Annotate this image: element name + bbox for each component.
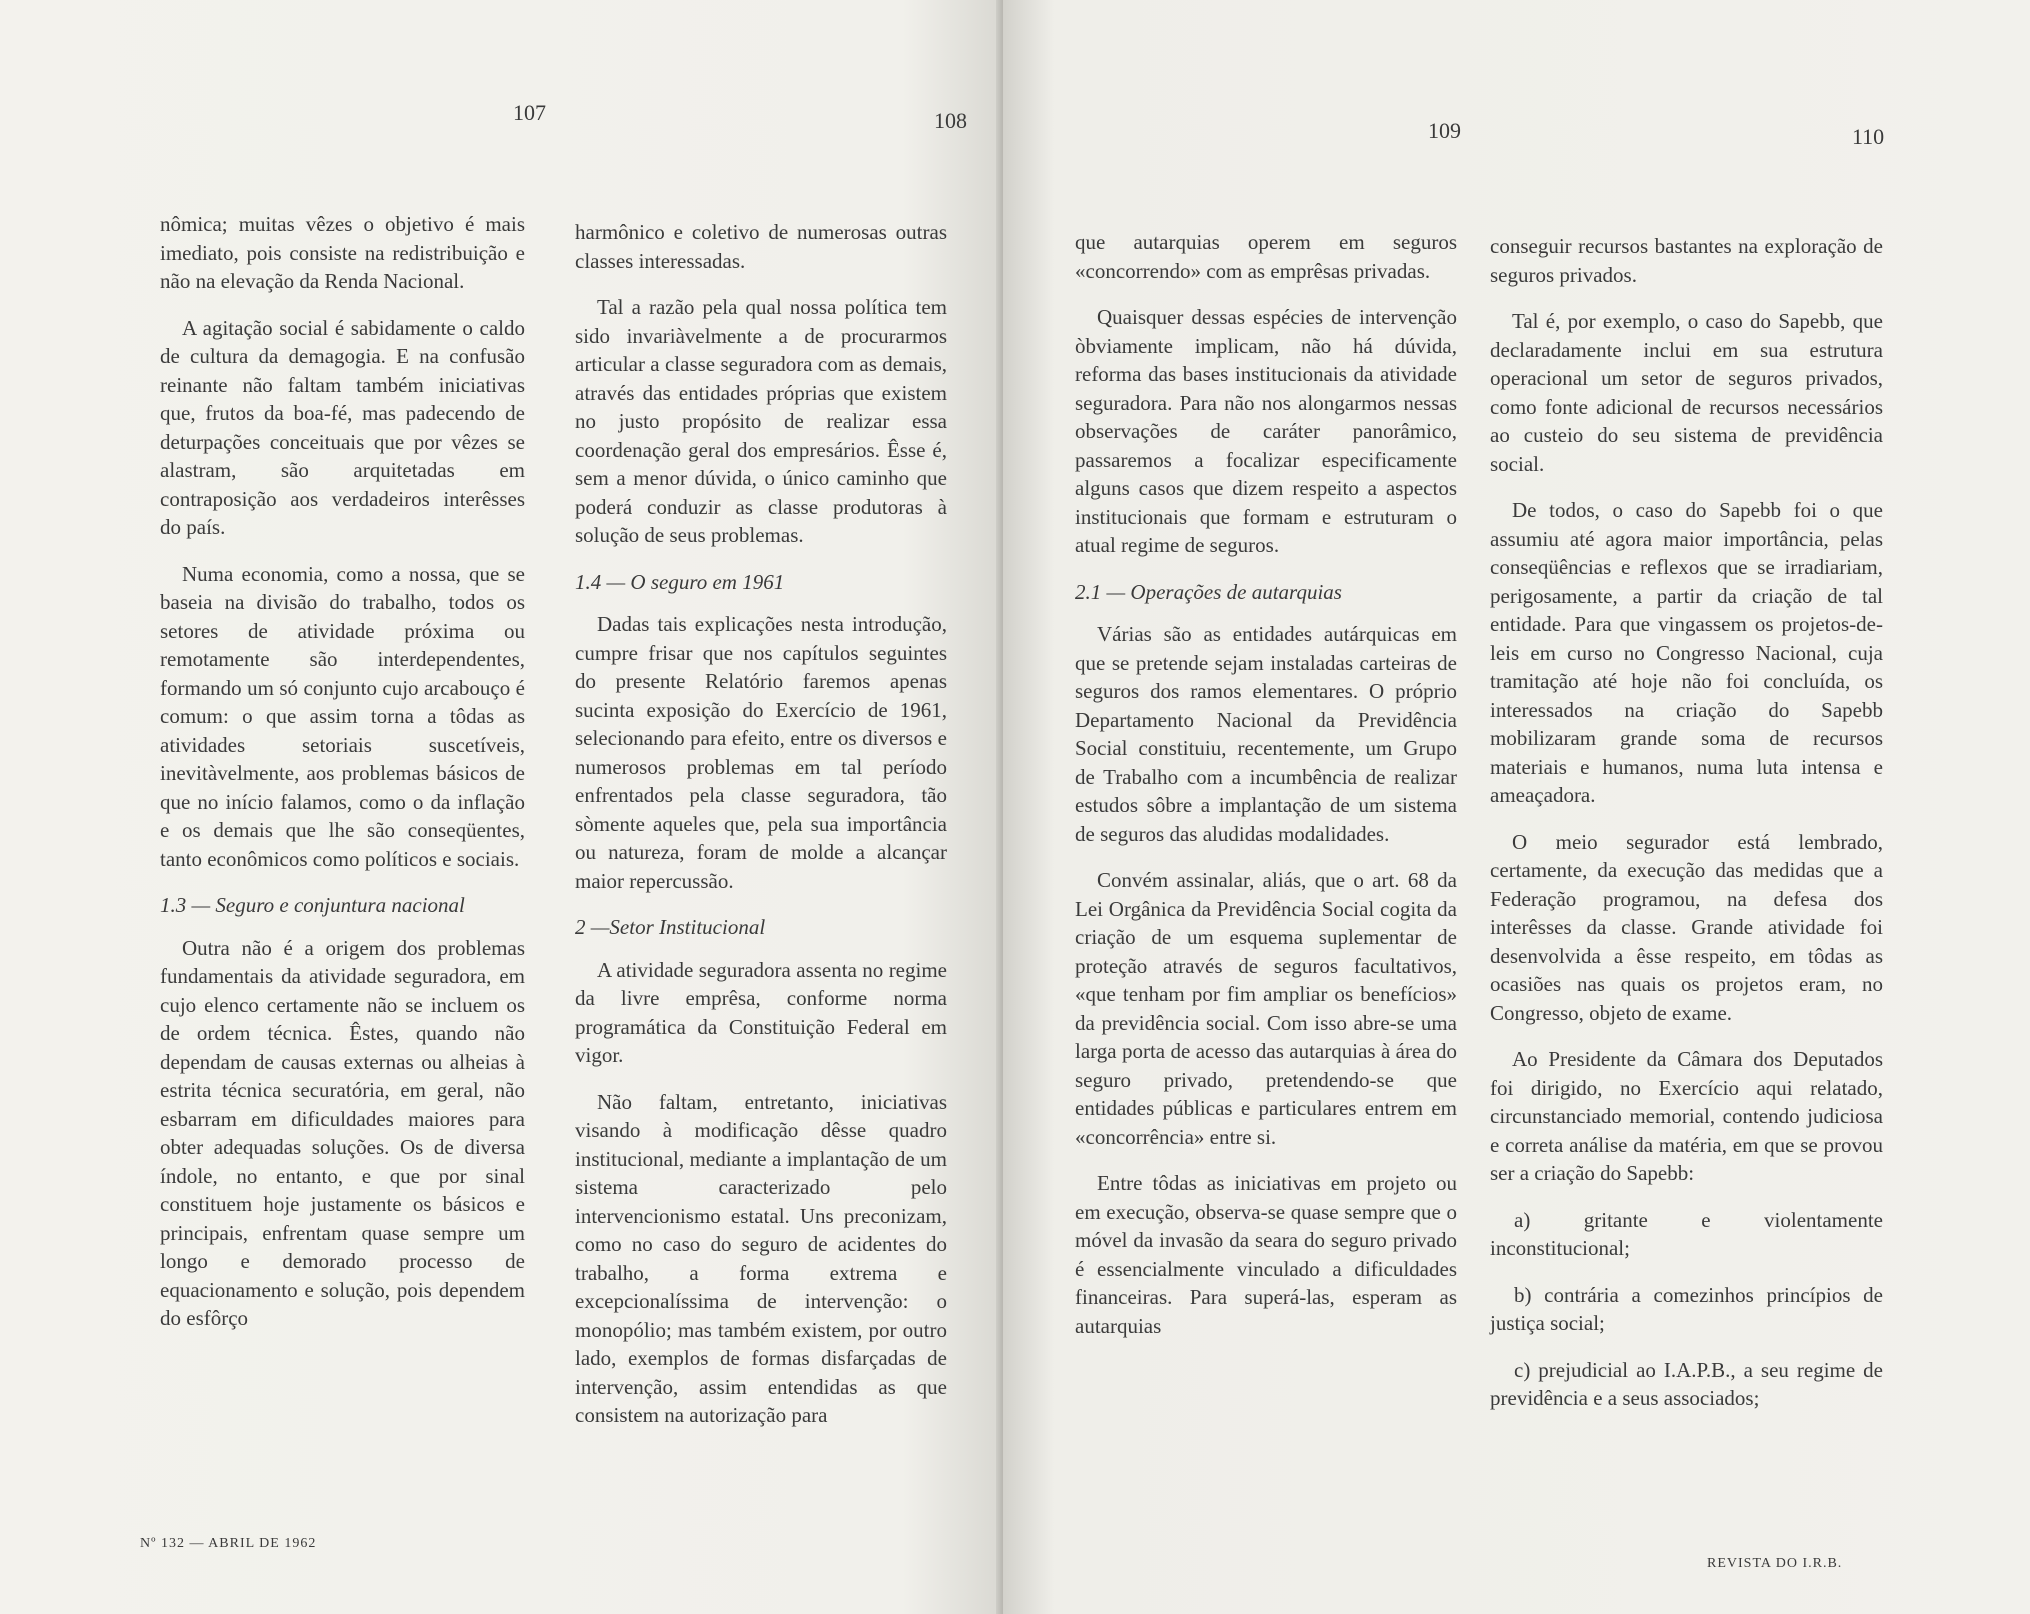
paragraph: Outra não é a origem dos problemas fundamentais da atividade seguradora, em cujo elenco certamente não se incluem os de ordem técnica. Êstes, quando não dependam de causas externas ou alheias à estrita técnica securatória, em geral, não esbarram em dificuldades maiores para obter adequadas soluções. Os de diversa índole, no entanto, e que por sinal constituem hoje justamente os básicos e principais, enfrentam quase sempre um longo e demorado processo de equacionamento e solução, pois dependem do esfôrço bbox=[160, 935, 525, 1330]
column-page-110 bbox=[1490, 232, 1883, 1431]
paragraph: que autarquias operem em seguros «concorrendo» com as emprêsas privadas. bbox=[1075, 230, 1457, 283]
paragraph: A atividade seguradora assenta no regime da livre emprêsa, conforme norma programática da Constituição Federal em vigor. bbox=[575, 957, 947, 1067]
section-heading-1-4: 1.4 — O seguro em 1961 bbox=[575, 569, 785, 594]
paragraph: Várias são as entidades autárquicas em que se pretende sejam instaladas carteiras de seguros dos ramos elementares. O próprio Departamento Nacional da Previdência Social constituiu, recentemente, um Grupo de Trabalho com a incumbência de realizar estudos sôbre a implantação de um sistema de seguros das aludidas modalidades. bbox=[1075, 622, 1457, 846]
column-page-108 bbox=[575, 218, 947, 1448]
paragraph: A agitação social é sabidamente o caldo de cultura da demagogia. E na confusão reinante não faltam também iniciativas que, frutos da boa-fé, mas padecendo de deturpações conceituais que por vêzes se alastram, são arquitetadas em contraposição aos verdadeiros interêsses do país. bbox=[160, 315, 525, 539]
paragraph: De todos, o caso do Sapebb foi o que assumiu até agora maior importância, pelas conseqüências e reflexos que se irradiariam, perigosamente, a partir da criação de tal entidade. Para que vingassem os projetos-de-leis em curso no Congresso Nacional, cuja tramitação até hoje não foi concluída, os interessados na criação do Sapebb mobilizaram grande soma de recursos materiais e humanos, numa luta intensa e ameaçadora. bbox=[1490, 498, 1883, 807]
list-item: b) contrária a comezinhos princípios de justiça social; bbox=[1490, 1282, 1883, 1335]
page-number-110: 110 bbox=[1852, 124, 1885, 149]
paragraph: Não faltam, entretanto, iniciativas visando à modificação dêsse quadro institucional, mediante a implantação de um sistema caracterizado pelo intervencionismo estatal. Uns preconizam, como no caso do seguro de acidentes do trabalho, a forma extrema e excepcionalíssima de intervenção: o monopólio; mas também existem, por outro lado, exemplos de formas disfarçadas de intervenção, assim entendidas as que consistem na autorização para bbox=[575, 1089, 947, 1427]
section-heading-1-3: 1.3 — Seguro e conjuntura nacional bbox=[160, 893, 465, 917]
paragraph: conseguir recursos bastantes na exploração de seguros privados. bbox=[1490, 234, 1883, 287]
right-page bbox=[1003, 0, 2030, 1614]
paragraph: Convém assinalar, aliás, que o art. 68 da Lei Orgânica da Previdência Social cogita da criação de um esquema suplementar de proteção através de seguros facultativos, «que tenham por fim ampliar os benefícios» da previdência social. Com isso abre-se uma larga porta de acesso das autarquias à área do seguro privado, pretendendo-se que entidades públicas e particulares entrem em «concorrência» entre si. bbox=[1075, 868, 1457, 1149]
paragraph: O meio segurador está lembrado, certamente, da execução das medidas que a Federação programou, na defesa dos interêsses da classe. Grande atividade foi desenvolvida a êsse respeito, em tôdas as ocasiões nas quais os projetos eram, no Congresso, objeto de exame. bbox=[1490, 829, 1883, 1025]
paragraph: nômica; muitas vêzes o objetivo é mais imediato, pois consiste na redistribuição e não na elevação da Renda Nacional. bbox=[160, 212, 525, 293]
section-heading-2-1: 2.1 — Operações de autarquias bbox=[1075, 579, 1342, 604]
section-heading-2: 2 —Setor Institucional bbox=[575, 915, 766, 939]
paragraph: Numa economia, como a nossa, que se baseia na divisão do trabalho, todos os setores de atividade próxima ou remotamente são interdependentes, formando um só conjunto cujo arcabouço é comum: o que assim torna a tôdas as atividades setoriais suscetíveis, inevitàvelmente, aos problemas básicos de que no início falamos, como o da inflação e os demais que lhe são conseqüentes, tanto econômicos como políticos e sociais. bbox=[160, 561, 525, 871]
left-page bbox=[0, 0, 1003, 1614]
page-number-107: 107 bbox=[513, 100, 546, 125]
paragraph: Tal a razão pela qual nossa política tem sido invariàvelmente a de procurarmos articular a classe seguradora com as demais, através das entidades próprias que existem no justo propósito de realizar essa coordenação geral dos empresários. Êsse é, sem a menor dúvida, o único caminho que poderá conduzir as classe produtoras à solução de seus problemas. bbox=[575, 295, 947, 547]
paragraph: harmônico e coletivo de numerosas outras classes interessadas. bbox=[575, 220, 947, 273]
footer-issue-date: Nº 132 — ABRIL DE 1962 bbox=[140, 1536, 317, 1551]
paragraph: Ao Presidente da Câmara dos Deputados foi dirigido, no Exercício aqui relatado, circunstanciado memorial, contendo judiciosa e correta análise da matéria, em que se provou ser a criação do Sapebb: bbox=[1490, 1047, 1883, 1185]
page-number-109: 109 bbox=[1428, 118, 1461, 143]
column-page-107 bbox=[160, 210, 525, 1351]
page-number-108: 108 bbox=[934, 108, 967, 133]
footer-journal-name: REVISTA DO I.R.B. bbox=[1707, 1556, 1843, 1571]
paragraph: Entre tôdas as iniciativas em projeto ou em execução, observa-se quase sempre que o móvel da invasão da seara do seguro privado é essencialmente vinculado a dificuldades financeiras. Para superá-las, esperam as autarquias bbox=[1075, 1171, 1457, 1338]
list-item: c) prejudicial ao I.A.P.B., a seu regime de previdência e a seus associados; bbox=[1490, 1357, 1883, 1410]
column-page-109 bbox=[1075, 228, 1457, 1358]
list-item: a) gritante e violentamente inconstitucional; bbox=[1490, 1207, 1883, 1260]
paragraph: Tal é, por exemplo, o caso do Sapebb, que declaradamente inclui em sua estrutura operacional um setor de seguros privados, como fonte adicional de recursos necessários ao custeio do seu sistema de previdência social. bbox=[1490, 309, 1883, 476]
paragraph: Quaisquer dessas espécies de intervenção òbviamente implicam, não há dúvida, reforma das bases institucionais da atividade seguradora. Para não nos alongarmos nessas observações de caráter panorâmico, passaremos a focalizar especificamente alguns casos que dizem respeito a aspectos institucionais que formam e estruturam o atual regime de seguros. bbox=[1075, 305, 1457, 557]
paragraph: Dadas tais explicações nesta introdução, cumpre frisar que nos capítulos seguintes do presente Relatório faremos apenas sucinta exposição do Exercício de 1961, selecionando para efeito, entre os diversos e numerosos problemas em tal período enfrentados pela classe seguradora, tão sòmente aqueles que, pela sua importância ou natureza, foram de molde a alcançar maior repercussão. bbox=[575, 612, 947, 893]
